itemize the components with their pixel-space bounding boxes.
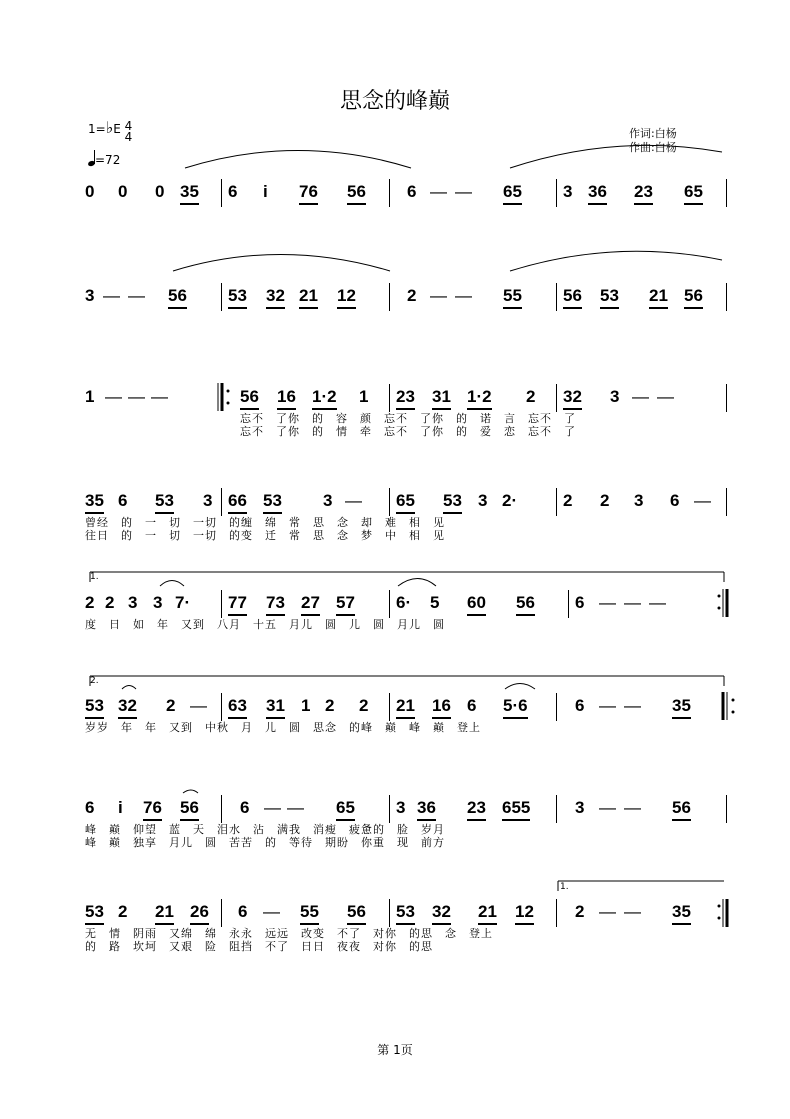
slur — [183, 790, 198, 793]
volta-second-label: 2. — [90, 676, 99, 686]
note: 53 — [263, 490, 282, 514]
note: 0 — [85, 182, 95, 201]
note: 56 — [563, 285, 582, 309]
note: 1 — [85, 387, 95, 406]
note: 55 — [300, 901, 319, 925]
page-footer: 第 1页 — [377, 1043, 413, 1057]
note: 0 — [155, 182, 165, 201]
note: 2 — [166, 696, 176, 715]
hold-dash: — — [599, 593, 616, 612]
note: 6 — [240, 798, 250, 817]
note: 0 — [118, 182, 128, 201]
note: 26 — [190, 901, 209, 925]
note: 2 — [325, 696, 335, 715]
hold-dash: — — [287, 798, 304, 817]
repeat-dot — [718, 917, 721, 920]
note: 56 — [347, 901, 366, 925]
volta-first-label: 1. — [90, 572, 99, 582]
slur — [510, 145, 722, 168]
note: 21 — [299, 285, 318, 309]
note: 23 — [634, 181, 653, 205]
note: 16 — [432, 695, 451, 719]
hold-dash: — — [455, 182, 472, 201]
note: 21 — [649, 285, 668, 309]
note: 3 — [396, 798, 406, 817]
note: 56 — [672, 797, 691, 821]
note: 6 — [228, 182, 238, 201]
note: 56 — [168, 285, 187, 309]
note: 35 — [85, 490, 104, 514]
note: 3 — [575, 798, 585, 817]
note: 36 — [588, 181, 607, 205]
note: 6 — [118, 491, 128, 510]
repeat-dot — [718, 607, 721, 610]
hold-dash: — — [263, 902, 280, 921]
meter-top: 4 — [124, 119, 133, 133]
note: 23 — [396, 386, 415, 410]
note: 53 — [600, 285, 619, 309]
note: 5·6 — [503, 695, 528, 719]
repeat-dot — [227, 390, 230, 393]
hold-dash: — — [599, 696, 616, 715]
tempo-value: =72 — [95, 153, 121, 167]
note: 7· — [175, 593, 191, 612]
meter-bottom: 4 — [124, 130, 133, 144]
hold-dash: — — [649, 593, 666, 612]
hold-dash: — — [624, 798, 641, 817]
note: 2 — [407, 286, 417, 305]
lyricist-credit: 作词:白杨 — [629, 127, 677, 140]
note: 3 — [203, 491, 213, 510]
composer-credit: 作曲:白杨 — [629, 141, 677, 154]
hold-dash: — — [128, 387, 145, 406]
note: 2 — [359, 696, 369, 715]
note: 2 — [600, 491, 610, 510]
note: 35 — [672, 901, 691, 925]
lyric-line: 曾经 的 一 切 一切 的缠 绵 常 思 念 却 难 相 见 — [85, 516, 445, 529]
note: 77 — [228, 592, 247, 616]
note: 1·2 — [467, 386, 492, 410]
note: 36 — [417, 797, 436, 821]
hold-dash: — — [599, 902, 616, 921]
note: 6 — [85, 798, 95, 817]
note: 35 — [672, 695, 691, 719]
note: 21 — [155, 901, 174, 925]
note: 21 — [478, 901, 497, 925]
lyric-line: 忘不 了你 的 容 颜 忘不 了你 的 诺 言 忘不 了 — [240, 412, 576, 425]
note: 6 — [238, 902, 248, 921]
note: 76 — [143, 797, 162, 821]
volta-first-label: 1. — [560, 882, 569, 892]
song-title: 思念的峰巅 — [339, 89, 450, 114]
repeat-dot — [732, 711, 735, 714]
slur — [505, 684, 535, 690]
note: 6 — [407, 182, 417, 201]
note: 76 — [299, 181, 318, 205]
note: 65 — [684, 181, 703, 205]
note: 2 — [575, 902, 585, 921]
note: i — [118, 798, 123, 817]
slur — [510, 251, 722, 271]
hold-dash: — — [151, 387, 168, 406]
note: 53 — [85, 695, 104, 719]
note: 2 — [526, 387, 536, 406]
note: 6 — [575, 696, 585, 715]
note: 60 — [467, 592, 486, 616]
note: i — [263, 182, 268, 201]
note: 2· — [502, 491, 518, 510]
note: 32 — [118, 695, 137, 719]
slur — [185, 151, 411, 169]
lyric-line: 无 情 阴雨 又绵 绵 永永 远远 改变 不了 对你 的思 念 登上 — [85, 927, 493, 940]
note: 31 — [432, 386, 451, 410]
note: 5 — [430, 593, 440, 612]
hold-dash: — — [599, 798, 616, 817]
hold-dash: — — [694, 491, 711, 510]
repeat-dot — [718, 905, 721, 908]
note: 6· — [396, 593, 412, 612]
slur — [173, 255, 390, 272]
note: 6 — [467, 696, 477, 715]
hold-dash: — — [105, 387, 122, 406]
lyric-line: 的 路 坎坷 又艰 险 阻挡 不了 日日 夜夜 对你 的思 — [85, 940, 433, 953]
note: 65 — [396, 490, 415, 514]
note: 53 — [396, 901, 415, 925]
note: 35 — [180, 181, 199, 205]
note: 12 — [515, 901, 534, 925]
note: 32 — [432, 901, 451, 925]
note: 56 — [347, 181, 366, 205]
note: 66 — [228, 490, 247, 514]
note: 1 — [301, 696, 311, 715]
hold-dash: — — [624, 696, 641, 715]
note: 16 — [277, 386, 296, 410]
slur — [122, 686, 136, 690]
hold-dash: — — [430, 182, 447, 201]
hold-dash: — — [264, 798, 281, 817]
lyric-line: 峰 巅 仰望 蓝 天 泪水 沾 满我 消瘦 疲惫的 脸 岁月 — [85, 823, 445, 836]
note: 21 — [396, 695, 415, 719]
hold-dash: — — [632, 387, 649, 406]
hold-dash: — — [455, 286, 472, 305]
note: 56 — [180, 797, 199, 821]
lyric-line: 岁岁 年 年 又到 中秋 月 儿 圆 思念 的峰 巅 峰 巅 登上 — [85, 721, 481, 734]
note: 655 — [502, 797, 530, 821]
note: 3 — [85, 286, 95, 305]
lyric-line: 忘不 了你 的 情 牵 忘不 了你 的 爱 恋 忘不 了 — [240, 425, 576, 438]
slur — [160, 581, 184, 587]
hold-dash: — — [190, 696, 207, 715]
note: 32 — [563, 386, 582, 410]
key-prefix: 1= — [88, 122, 106, 136]
lyric-line: 度 日 如 年 又到 八月 十五 月儿 圆 儿 圆 月儿 圆 — [85, 618, 445, 631]
hold-dash: — — [345, 491, 362, 510]
note: 53 — [228, 285, 247, 309]
note: 12 — [337, 285, 356, 309]
hold-dash: — — [128, 286, 145, 305]
repeat-dot — [718, 595, 721, 598]
note: 56 — [684, 285, 703, 309]
note: 3 — [478, 491, 488, 510]
note: 55 — [503, 285, 522, 309]
note: 56 — [516, 592, 535, 616]
note: 23 — [467, 797, 486, 821]
note: 2 — [118, 902, 128, 921]
note: 27 — [301, 592, 320, 616]
lyric-line: 往日 的 一 切 一切 的变 迁 常 思 念 梦 中 相 见 — [85, 529, 445, 542]
note: 65 — [336, 797, 355, 821]
flat-sign: ♭ — [105, 118, 114, 137]
note: 53 — [155, 490, 174, 514]
note: 3 — [323, 491, 333, 510]
note: 53 — [85, 901, 104, 925]
hold-dash: — — [624, 593, 641, 612]
slur — [398, 579, 436, 587]
note: 3 — [610, 387, 620, 406]
note: 2 — [563, 491, 573, 510]
note: 31 — [266, 695, 285, 719]
note: 1 — [359, 387, 369, 406]
hold-dash: — — [103, 286, 120, 305]
hold-dash: — — [430, 286, 447, 305]
hold-dash: — — [657, 387, 674, 406]
note: 56 — [240, 386, 259, 410]
note: 3 — [563, 182, 573, 201]
note: 3 — [153, 593, 163, 612]
hold-dash: — — [624, 902, 641, 921]
note: 2 — [105, 593, 115, 612]
key-name: E — [113, 122, 121, 136]
repeat-dot — [227, 402, 230, 405]
note: 6 — [670, 491, 680, 510]
note: 2 — [85, 593, 95, 612]
note: 63 — [228, 695, 247, 719]
note: 1·2 — [312, 386, 337, 410]
note: 73 — [266, 592, 285, 616]
note: 6 — [575, 593, 585, 612]
note: 53 — [443, 490, 462, 514]
note: 32 — [266, 285, 285, 309]
note: 3 — [128, 593, 138, 612]
note: 65 — [503, 181, 522, 205]
repeat-dot — [732, 699, 735, 702]
note: 57 — [336, 592, 355, 616]
note: 3 — [634, 491, 644, 510]
lyric-line: 峰 巅 独享 月儿 圆 苦苦 的 等待 期盼 你重 现 前方 — [85, 836, 445, 849]
